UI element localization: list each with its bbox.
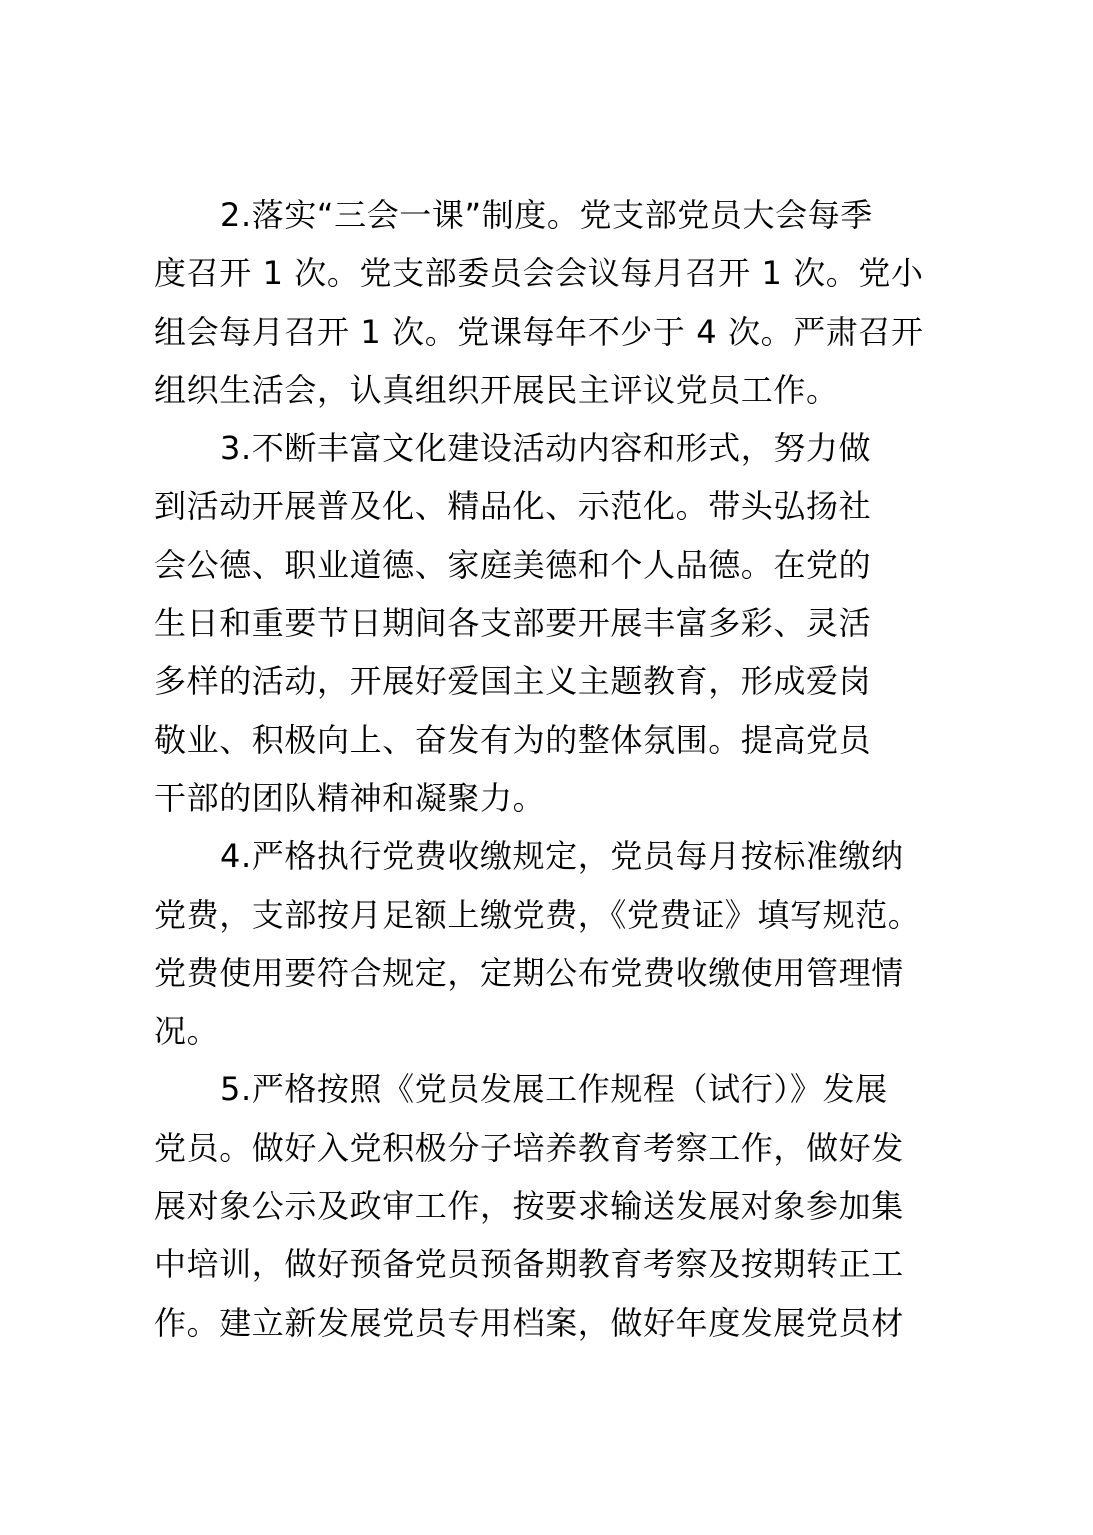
text-line: 组织生活会，认真组织开展民主评议党员工作。 [154, 370, 839, 409]
text-line: 到活动开展普及化、精品化、示范化。带头弘扬社 [154, 487, 872, 526]
text-line: 中培训，做好预备党员预备期教育考察及按期转正工 [154, 1245, 904, 1284]
text-line: 党费，支部按月足额上缴党费，《党费证》填写规范。 [154, 895, 921, 934]
text-line: 展对象公示及政审工作，按要求输送发展对象参加集 [154, 1187, 904, 1226]
text-line: 多样的活动，开展好爱国主义主题教育，形成爱岗 [154, 662, 872, 701]
text-line: 2.落实“三会一课”制度。党支部党员大会每季 [220, 196, 873, 234]
text-line: 作。建立新发展党员专用档案，做好年度发展党员材 [154, 1303, 904, 1342]
text-line: 况。 [154, 1012, 220, 1051]
text-line: 3.不断丰富文化建设活动内容和形式，努力做 [220, 429, 872, 468]
text-line: 生日和重要节日期间各支部要开展丰富多彩、灵活 [154, 604, 872, 643]
document-body [154, 186, 944, 1352]
text-line: 4.严格执行党费收缴规定，党员每月按标准缴纳 [220, 837, 904, 876]
text-line: 敬业、积极向上、奋发有为的整体氛围。提高党员 [154, 720, 872, 759]
text-line: 干部的团队精神和凝聚力。 [154, 778, 546, 817]
text-line: 会公德、职业道德、家庭美德和个人品德。在党的 [154, 545, 872, 584]
text-line: 党员。做好入党积极分子培养教育考察工作，做好发 [154, 1128, 904, 1167]
text-line: 5.严格按照《党员发展工作规程（试行）》发展 [220, 1070, 888, 1109]
paragraph-item-4 [154, 827, 944, 1060]
text-line: 度召开 1 次。党支部委员会会议每月召开 1 次。党小 [154, 254, 924, 293]
text-line: 组会每月召开 1 次。党课每年不少于 4 次。严肃召开 [154, 312, 924, 351]
text-line: 党费使用要符合规定，定期公布党费收缴使用管理情 [154, 953, 904, 992]
paragraph-item-2 [154, 186, 944, 419]
paragraph-item-5 [154, 1060, 944, 1351]
paragraph-item-3 [154, 419, 944, 827]
